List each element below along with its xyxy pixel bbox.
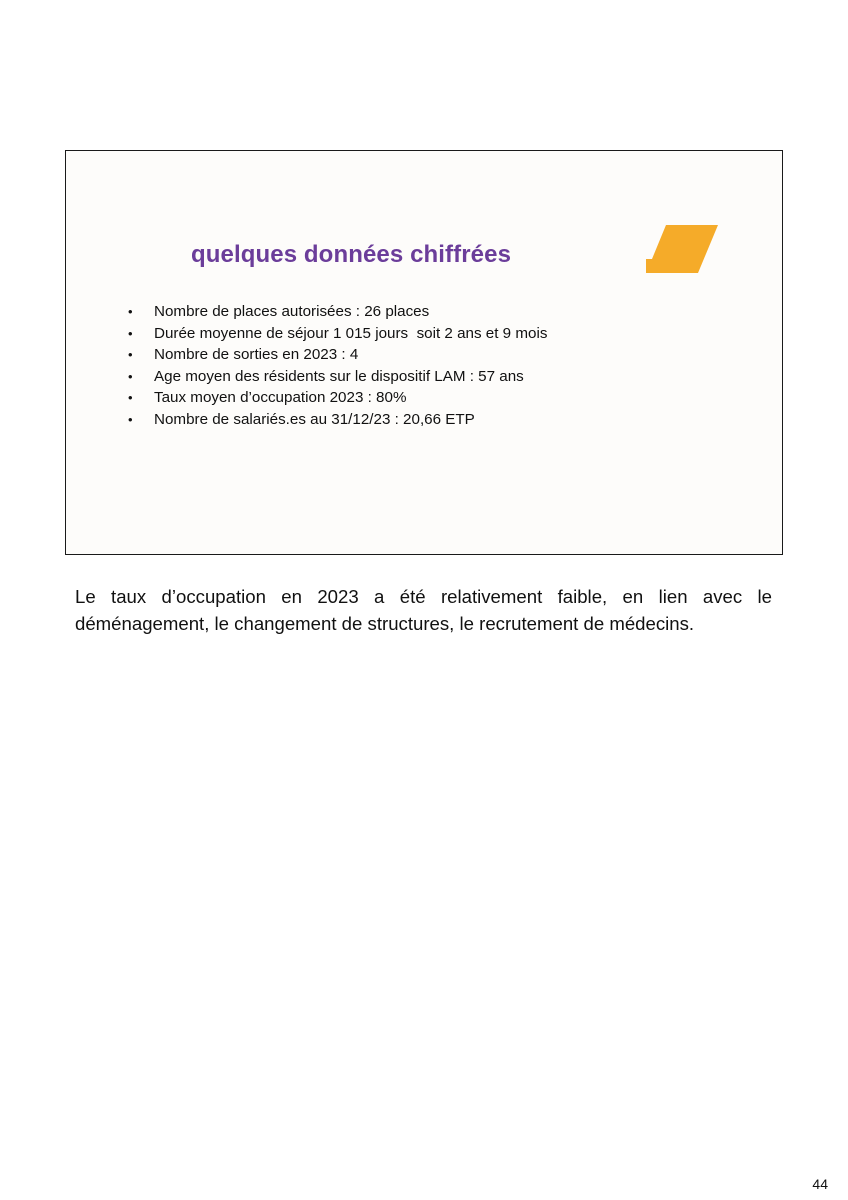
page-number: 44 [812,1176,828,1192]
key-figures-list [128,301,547,430]
list-item: • Durée moyenne de séjour 1 015 jours soit 2 ans et 9 mois [128,323,547,345]
accent-parallelogram-icon [646,225,718,273]
slide-title: quelques données chiffrées [191,241,512,268]
slide-frame [65,150,783,555]
body-paragraph: Le taux d’occupation en 2023 a été relativement faible, en lien avec le déménagement, le changement de structures, le recrutement de médecins. [75,586,772,634]
list-item: • Nombre de sorties en 2023 : 4 [128,344,547,366]
list-item: • Nombre de places autorisées : 26 places [128,301,547,323]
list-item: • Age moyen des résidents sur le dispositif LAM : 57 ans [128,366,547,388]
list-item: • Taux moyen d’occupation 2023 : 80% [128,387,547,409]
list-item: • Nombre de salariés.es au 31/12/23 : 20,66 ETP [128,409,547,431]
